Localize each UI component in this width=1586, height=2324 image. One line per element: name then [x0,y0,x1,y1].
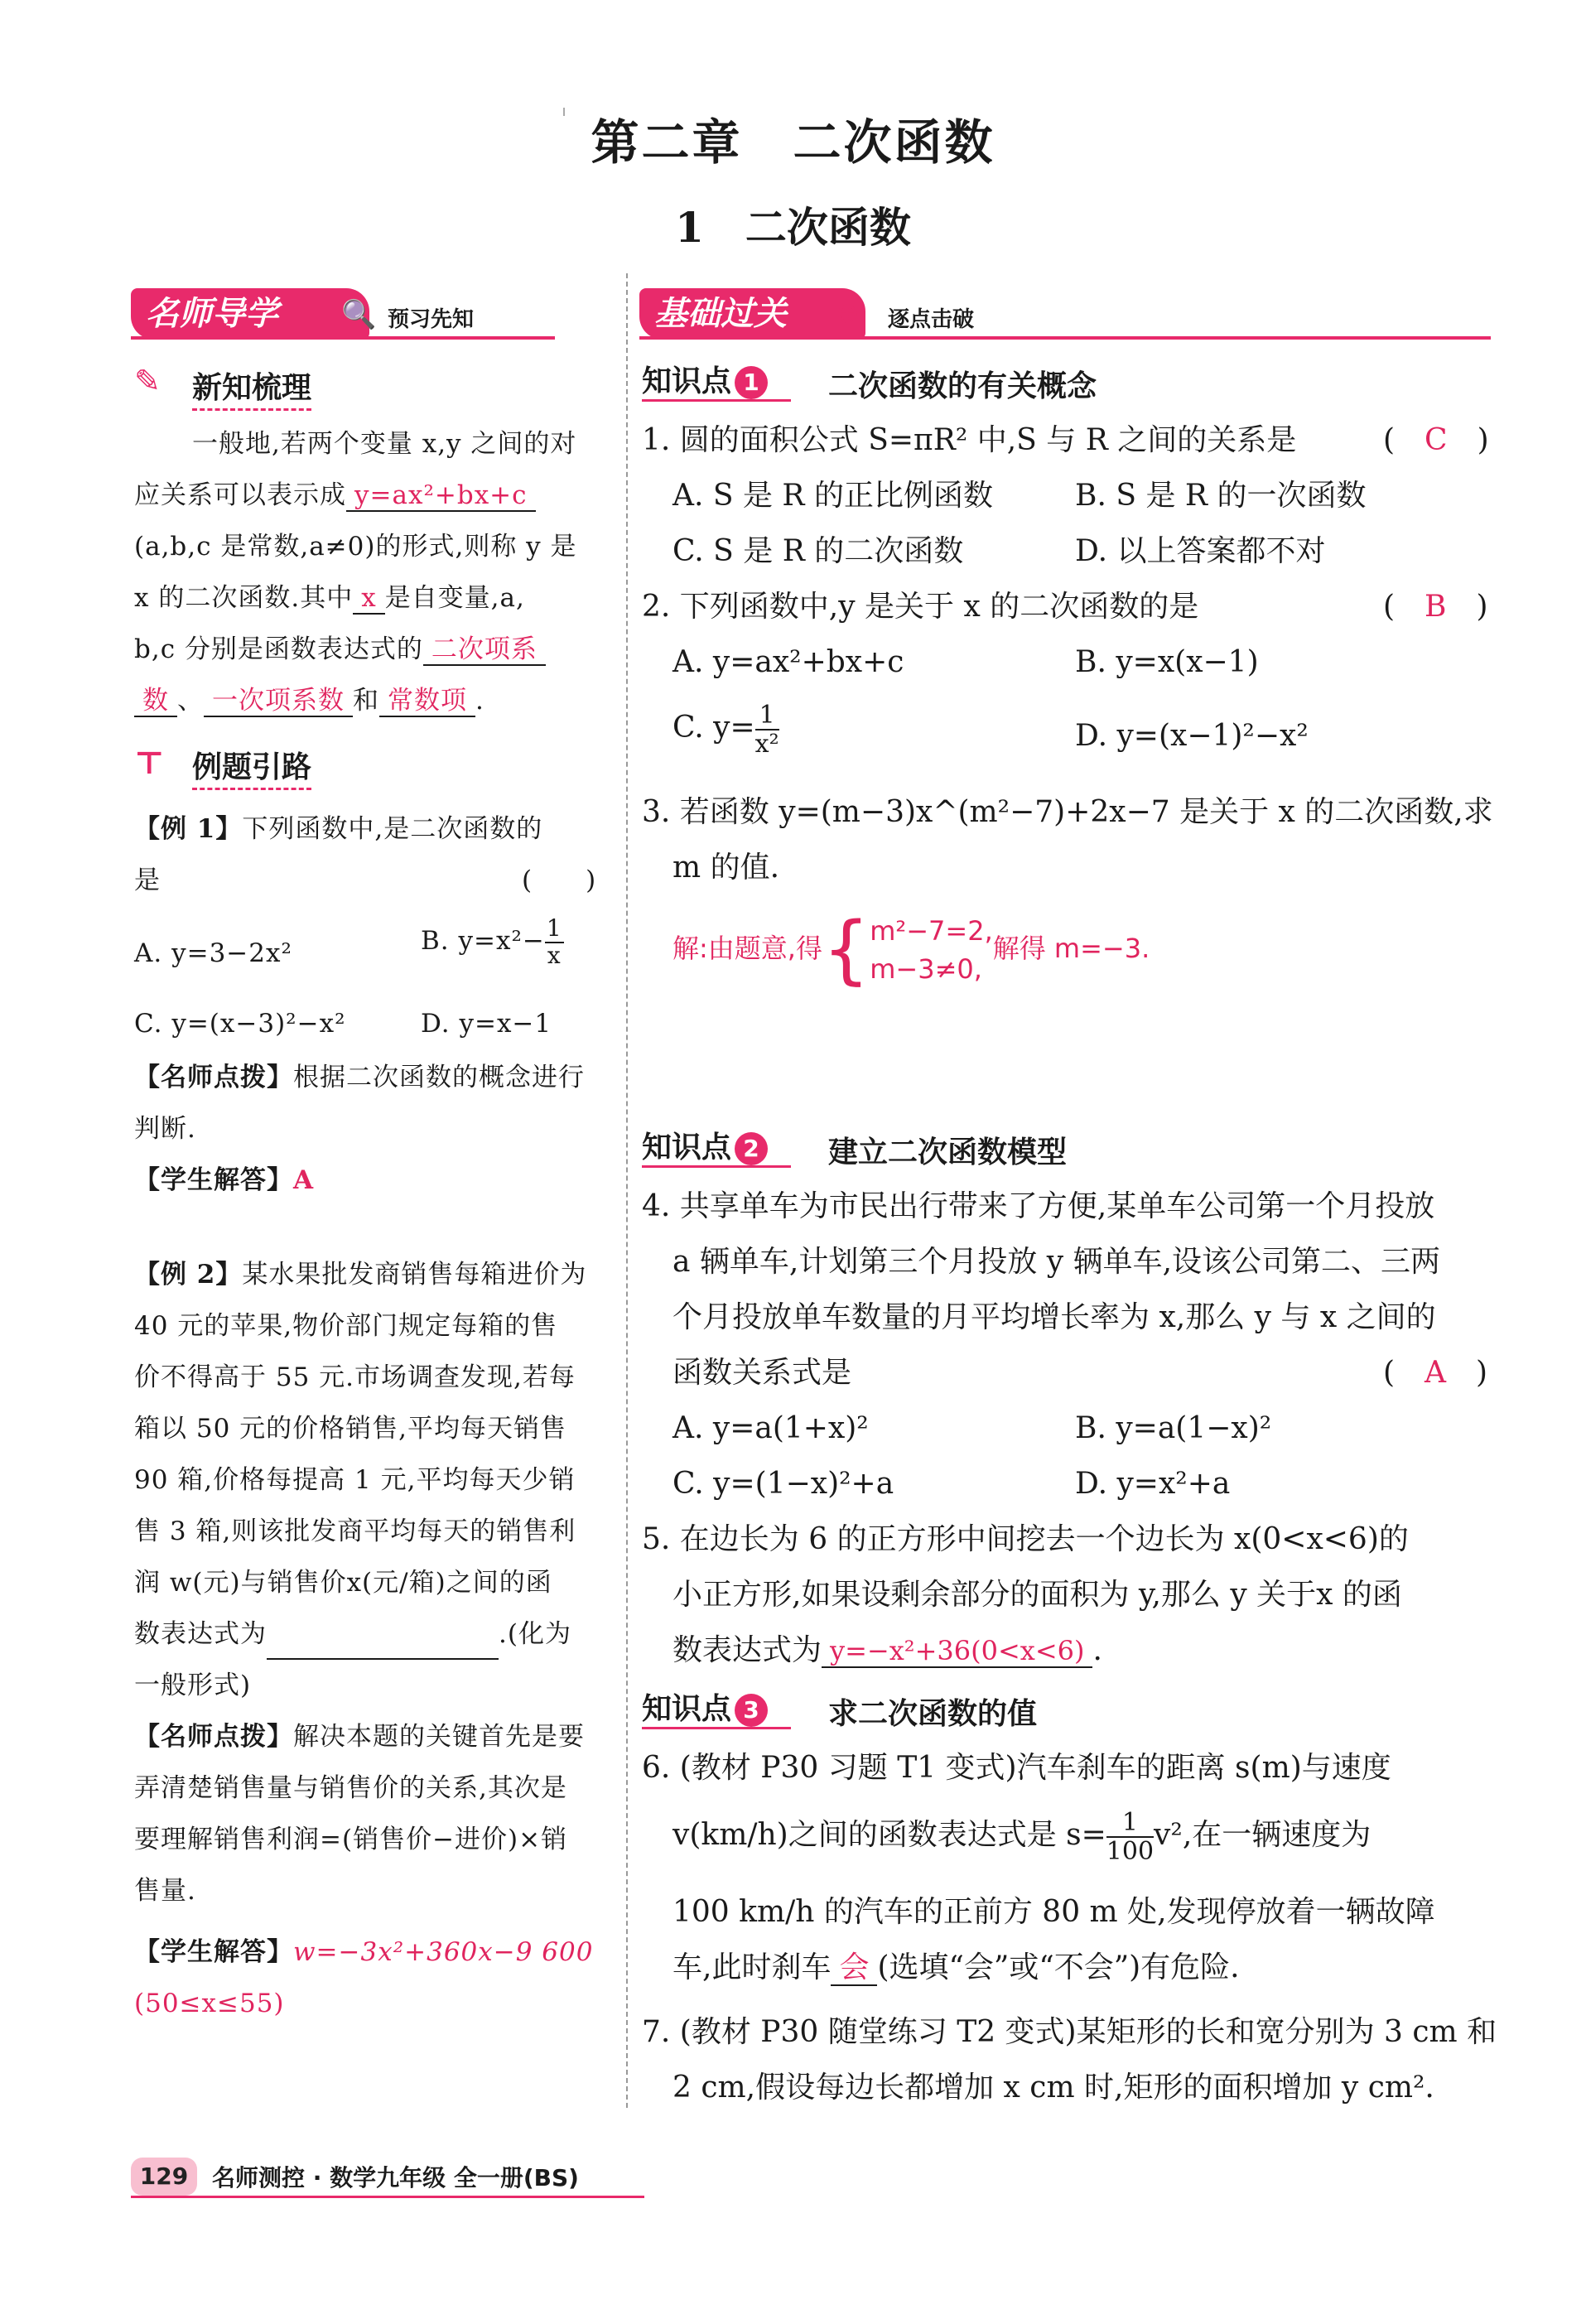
ex1-tag: 【例 1】 [134,814,243,844]
q4-option-c: C. y=(1−x)²+a [672,1467,894,1501]
ex2-line-2: 40 元的苹果,物价部门规定每箱的售 [134,1311,558,1341]
kp1-label: 知识点 [642,364,732,398]
q5-end: . [1092,1633,1102,1667]
kp2-title: 建立二次函数模型 [828,1135,1068,1169]
right-banner-line [639,336,1491,340]
kp2-badge: 2 [735,1132,768,1165]
ex1-paren: ( ) [522,865,597,895]
q2-text: 2. 下列函数中,y 是关于 x 的二次函数的是 [642,590,1199,624]
ex1-stu-tag: 【学生解答】 [134,1165,293,1195]
ex1-tip-text: 根据二次函数的概念进行 [293,1063,585,1092]
q2-c-numerator: 1 [755,702,779,730]
left-banner-label: 名师导学 [146,295,278,333]
knowledge-point-1 [642,358,768,400]
ex2-tip [134,1711,585,1762]
example-guide-heading [192,744,311,786]
ex2-tip-tag: 【名师点拨】 [134,1722,293,1752]
ex2-text-1: 某水果批发商销售每箱进价为 [242,1260,587,1290]
q5-line-2: 小正方形,如果设剩余部分的面积为 y,那么 y 关于x 的函 [672,1578,1402,1612]
q6-line-4-end: (选填“会”或“不会”)有危险. [877,1950,1240,1984]
ex1-option-c: C. y=(x−3)²−x² [134,1009,346,1039]
footer-line [131,2196,644,2198]
q1-option-b: B. S 是 R 的一次函数 [1075,479,1367,513]
q6-answer: 会 [831,1950,877,1986]
q1-option-c: C. S 是 R 的二次函数 [672,534,964,568]
q2-option-d: D. y=(x−1)²−x² [1075,719,1309,753]
ex2-blank [267,1625,499,1660]
kp3-underline [642,1727,791,1729]
answer-linear-coef: 一次项系数 [204,686,353,717]
q3-solution-lead: 解:由题意,得 [672,933,822,964]
right-banner [639,288,865,340]
right-banner-sub: 逐点击破 [888,307,975,332]
q1-text: 1. 圆的面积公式 S=πR² 中,S 与 R 之间的关系是 [642,423,1297,457]
q7-line-2: 2 cm,假设每边长都增加 x cm 时,矩形的面积增加 y cm². [672,2071,1434,2105]
q5-line-1: 5. 在边长为 6 的正方形中间挖去一个边长为 x(0<x<6)的 [642,1522,1409,1556]
q2-option-b: B. y=x(x−1) [1075,645,1259,679]
q2-option-c-text: C. y= [672,711,755,745]
ex1-option-b-text: B. y=x²− [421,926,545,956]
q6-numerator: 1 [1106,1809,1154,1838]
q3-eq-2: m−3≠0, [870,953,982,985]
section-title: 1 二次函数 [675,203,911,252]
new-knowledge-heading [192,364,311,407]
ex1-student-answer [134,1155,314,1206]
q4-option-a: A. y=a(1+x)² [672,1411,869,1445]
example-guide-label: 例题引路 [192,750,311,790]
q3-brace: { [822,906,870,993]
ex1-tip-2: 判断. [134,1114,196,1144]
q2-answer: B [1425,590,1447,624]
ex2-line-7: 润 w(元)与销售价x(元/箱)之间的函 [134,1568,552,1598]
ex1-option-b-fraction [545,916,564,969]
ex1-answer: A [293,1165,315,1195]
q4-line-2: a 辆单车,计划第三个月投放 y 辆单车,设该公司第二、三两 [672,1245,1441,1279]
ex2-line-9: 一般形式) [134,1671,252,1700]
q7-line-1: 7. (教材 P30 随堂练习 T2 变式)某矩形的长和宽分别为 3 cm 和 [642,2015,1497,2049]
q4-option-d: D. y=x²+a [1075,1467,1231,1501]
intro-line-4-end: 是自变量,a, [384,583,525,613]
intro-line-5 [134,624,546,675]
ex1-text: 下列函数中,是二次函数的 [242,814,543,844]
ex2-tip-line-2: 弄清楚销售量与销售价的关系,其次是 [134,1773,567,1803]
ex2-tip-1: 解决本题的关键首先是要 [293,1722,585,1752]
ex1-tip-tag: 【名师点拨】 [134,1063,293,1092]
ex1-b-denominator: x [547,941,562,969]
q6-line-2 [672,1807,1371,1865]
kp3-title: 求二次函数的值 [828,1697,1038,1731]
q6-line-2-text: v(km/h)之间的函数表达式是 s= [672,1818,1106,1852]
q3-eq-1: m²−7=2, [870,915,993,947]
q2-c-denominator: x² [754,730,779,759]
ex1-option-a: A. y=3−2x² [134,938,292,968]
answer-quadratic-coef-end: 数 [134,686,177,717]
column-divider [626,273,628,2108]
q2-answer-paren: ( B ) [1383,590,1488,624]
ex2-tip-line-4: 售量. [134,1876,196,1906]
ex2-line-1 [134,1249,586,1300]
kp1-title: 二次函数的有关概念 [828,369,1097,403]
q6-denominator: 100 [1106,1837,1155,1866]
q3-line-1: 3. 若函数 y=(m−3)x^(m²−7)+2x−7 是关于 x 的二次函数,求 [642,795,1493,829]
ex2-line-8 [134,1608,571,1660]
answer-independent-var: x [353,583,384,615]
q4-answer: A [1425,1356,1447,1390]
left-banner-line [131,336,555,340]
ex2-tag: 【例 2】 [134,1260,243,1290]
intro-line-3: (a,b,c 是常数,a≠0)的形式,则称 y 是 [134,532,577,562]
kp2-underline [642,1165,791,1168]
ex2-answer: w=−3x²+360x−9 600 [293,1937,594,1967]
intro-line-4 [134,572,525,624]
intro-line-2-text: 应关系可以表示成 [134,480,346,510]
q1-answer-paren: ( C ) [1383,423,1489,457]
intro-line-4-text: x 的二次函数.其中 [134,583,354,613]
ex1-question-2: 是 [134,865,161,895]
q6-line-1: 6. (教材 P30 习题 T1 变式)汽车刹车的距离 s(m)与速度 [642,1751,1391,1785]
target-icon: ⊕ [835,297,860,330]
q2-option-c-fraction [755,702,779,758]
left-banner-sub: 预习先知 [388,307,475,332]
q3-system [870,912,993,988]
kp3-label: 知识点 [642,1692,732,1726]
page-number: 129 [131,2158,197,2196]
q1-option-a: A. S 是 R 的正比例函数 [672,479,993,513]
pencil-icon: ✎ [134,363,161,399]
intro-end: . [475,686,484,716]
sep-1: 、 [177,686,204,716]
right-banner-label: 基础过关 [654,295,787,333]
ex2-stu-tag: 【学生解答】 [134,1937,293,1967]
answer-general-form: y=ax²+bx+c [346,480,536,512]
ex2-line-3: 价不得高于 55 元.市场调查发现,若每 [134,1362,576,1392]
kp1-badge: 1 [735,366,768,399]
new-knowledge-label: 新知梳理 [192,371,311,411]
ex2-line-5: 90 箱,价格每提高 1 元,平均每天少销 [134,1465,576,1495]
kp2-label: 知识点 [642,1131,732,1164]
intro-line-1: 一般地,若两个变量 x,y 之间的对 [192,429,577,459]
q5-answer: y=−x²+36(0<x<6) [822,1635,1092,1668]
q6-fraction [1106,1809,1154,1865]
ex1-question [134,803,542,855]
q3-solution [672,906,1150,993]
q3-line-2: m 的值. [672,851,780,885]
ex1-option-d: D. y=x−1 [421,1009,552,1039]
ex2-line-6: 售 3 箱,则该批发商平均每天的销售利 [134,1516,576,1546]
q6-line-2-end: v²,在一辆速度为 [1154,1818,1371,1852]
intro-line-6 [134,675,484,726]
q6-line-4 [672,1940,1240,1995]
kp1-underline [642,399,791,402]
ex2-line-4: 箱以 50 元的价格销售,平均每天销售 [134,1414,567,1444]
q6-line-4-text: 车,此时刹车 [672,1950,832,1984]
sep-2: 和 [353,686,379,716]
q4-line-3: 个月投放单车数量的月平均增长率为 x,那么 y 与 x 之间的 [672,1300,1436,1334]
q4-answer-paren: ( A ) [1383,1356,1488,1390]
answer-quadratic-coef: 二次项系 [423,634,546,666]
q2-option-c [672,700,779,758]
q2-option-a: A. y=ax²+bx+c [672,645,904,679]
q4-option-b: B. y=a(1−x)² [1075,1411,1272,1445]
ex1-option-b [421,915,564,968]
q6-line-3: 100 km/h 的汽车的正前方 80 m 处,发现停放着一辆故障 [672,1895,1435,1929]
ex2-line-8-text: 数表达式为 [134,1619,267,1649]
ex2-line-8-end: .(化为 [499,1619,571,1649]
intro-line-2 [134,470,536,521]
q5-line-3-text: 数表达式为 [672,1633,822,1667]
magnifier-icon: 🔍 [341,298,377,331]
q4-line-4: 函数关系式是 [672,1356,852,1390]
q1-option-d: D. 以上答案都不对 [1075,534,1326,568]
chapter-title: 第二章 二次函数 [591,114,995,171]
book-title: 名师测控 · 数学九年级 全一册(BS) [212,2164,579,2191]
q1-answer: C [1425,423,1448,457]
kp3-badge: 3 [735,1694,768,1727]
knowledge-point-3 [642,1685,768,1728]
signpost-icon: ⊤ [134,744,165,781]
left-banner [131,288,369,340]
ex1-tip [134,1052,585,1103]
ex2-answer-domain: (50≤x≤55) [134,1989,285,2018]
ex1-b-numerator: 1 [546,914,562,942]
q5-line-3 [672,1622,1102,1679]
ex2-tip-line-3: 要理解销售利润=(销售价−进价)×销 [134,1825,568,1854]
q4-line-1: 4. 共享单车为市民出行带来了方便,某单车公司第一个月投放 [642,1189,1435,1223]
knowledge-point-2 [642,1124,768,1166]
ex2-student-answer [134,1926,593,1978]
answer-constant: 常数项 [379,686,475,717]
intro-line-5-text: b,c 分别是函数表达式的 [134,634,423,664]
q3-solution-result: 解得 m=−3. [992,933,1150,964]
